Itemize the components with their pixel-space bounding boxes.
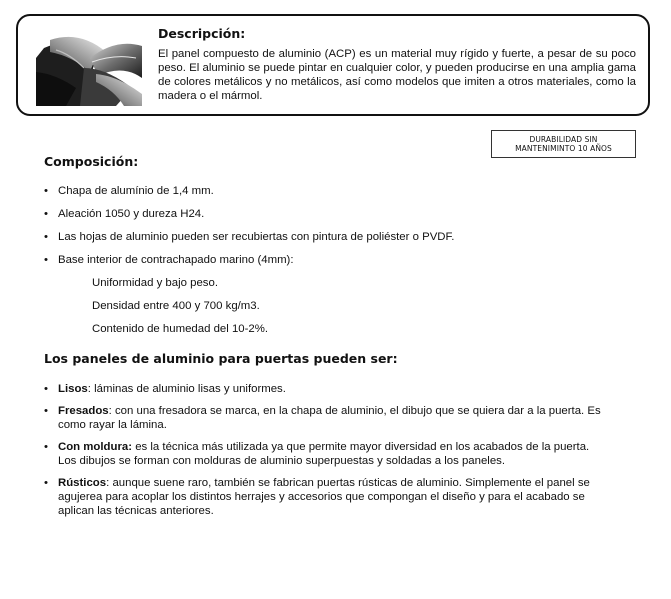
list-item	[44, 476, 604, 518]
aluminum-panel-image	[36, 28, 142, 106]
composition-title: Composición:	[44, 154, 139, 169]
composition-sublist	[92, 276, 638, 336]
panel-type-text: : con una fresadora se marca, en la chapa de aluminio, el dibujo que se quiera dar a la puerta. Es como rayar la lámina.	[58, 405, 601, 431]
list-item: • Aleación 1050 y dureza H24.	[44, 207, 604, 221]
panel-type-term: Rústicos	[58, 477, 107, 489]
panel-types-title: Los paneles de aluminio para puertas pueden ser:	[44, 351, 398, 366]
panel-type-term: Fresados	[58, 405, 109, 417]
panel-type-text: : láminas de aluminio lisas y uniformes.	[87, 383, 286, 395]
durability-badge-line-1: DURABILIDAD SIN	[529, 135, 598, 144]
description-title: Descripción:	[158, 26, 246, 41]
description-box	[16, 14, 650, 116]
description-text: El panel compuesto de aluminio (ACP) es un material muy rígido y fuerte, a pesar de su poco peso. El aluminio se puede pintar en cualquier color, y pueden producirse en una amplia gama de colores metálicos y no metálicos, así como modelos que imiten a otros materiales, como la madera o el mármol.	[158, 48, 636, 102]
panel-type-term: Con moldura:	[58, 441, 133, 453]
panel-types-list	[44, 382, 604, 526]
panel-type-term: Lisos	[58, 383, 88, 395]
list-item: • Chapa de alumínio de 1,4 mm.	[44, 184, 604, 198]
sublist-item: Uniformidad y bajo peso.	[92, 277, 218, 289]
list-item	[44, 382, 604, 396]
durability-badge-line-2: MANTENIMINTO 10 AÑOS	[515, 144, 612, 153]
composition-list	[44, 184, 604, 345]
panel-type-text: : aunque suene raro, también se fabrican puertas rústicas de aluminio. Simplemente el panel se agujerea para acoplar los distintos herrajes y accesorios que compongan el diseño y para el acabado se aplican las técnicas anteriores.	[58, 477, 590, 517]
panel-type-text: es la técnica más utilizada ya que permite mayor diversidad en los acabados de la puerta. Los dibujos se forman con molduras de aluminio superpuestas y soldadas a los paneles.	[58, 441, 590, 467]
list-item: • Las hojas de aluminio pueden ser recubiertas con pintura de poliéster o PVDF.	[44, 230, 604, 244]
sublist-item: Densidad entre 400 y 700 kg/m3.	[92, 300, 260, 312]
list-item	[44, 404, 604, 432]
sublist-item: Contenido de humedad del 10-2%.	[92, 323, 269, 335]
durability-badge	[491, 130, 636, 158]
description-content	[158, 26, 636, 103]
list-item	[44, 440, 604, 468]
list-item	[44, 253, 604, 336]
list-item-text: Base interior de contrachapado marino (4mm):	[58, 254, 294, 266]
